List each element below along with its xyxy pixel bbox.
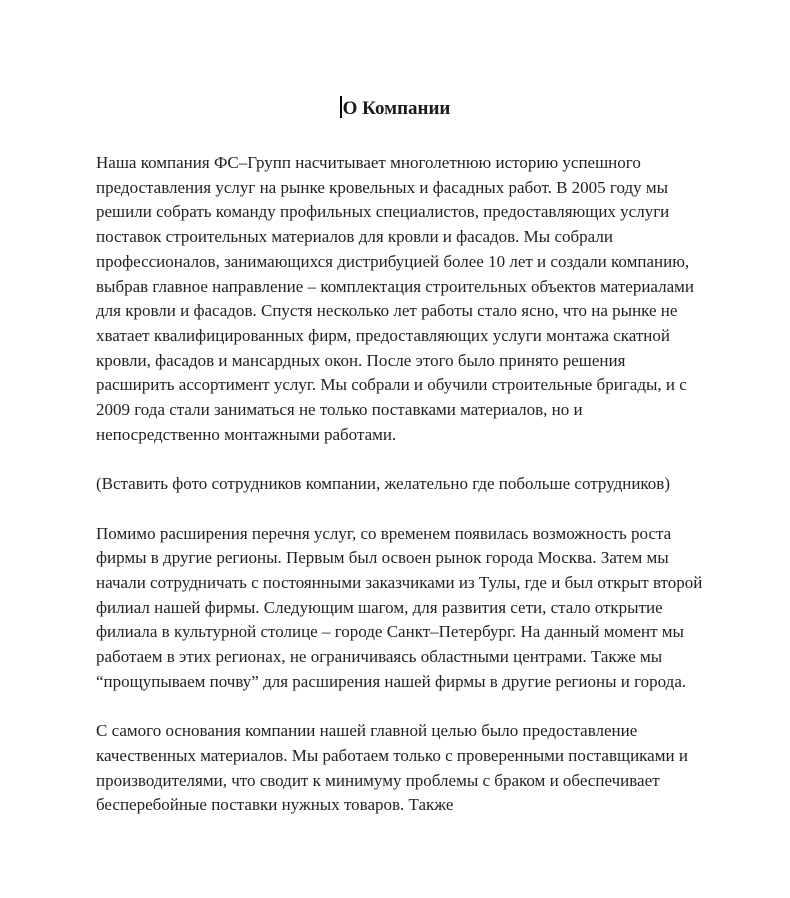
paragraph-quality[interactable]: С самого основания компании нашей главной целью было предоставление качественных материалов. Мы работаем только с проверенными поставщиками и производителями, что сводит к минимуму проблемы с браком и обеспечивает бесперебойные поставки нужных товаров. Также (96, 721, 688, 815)
paragraph-photo-placeholder[interactable]: (Вставить фото сотрудников компании, желательно где побольше сотрудников) (96, 474, 670, 494)
document-title-line (0, 96, 790, 121)
document-title[interactable]: О Компании (342, 98, 451, 119)
text-cursor (340, 96, 342, 118)
paragraph-history[interactable]: Наша компания ФС–Групп насчитывает многолетнюю историю успешного предоставления услуг на рынке кровельных и фасадных работ. В 2005 году мы решили собрать команду профильных специалистов, предоставляющих услуги поставок строительных материалов для кровли и фасадов. Мы собрали профессионалов, занимающихся дистрибуцией более 10 лет и создали компанию, выбрав главное направление – комплектация строительных объектов материалами для кровли и фасадов. Спустя несколько лет работы стало ясно, что на рынке не хватает квалифицированных фирм, предоставляющих услуги монтажа скатной кровли, фасадов и мансардных окон. После этого было принято решения расширить ассортимент услуг. Мы собрали и обучили строительные бригады, и с 2009 года стали заниматься не только поставками материалов, но и непосредственно монтажными работами. (96, 153, 694, 444)
document-body[interactable] (96, 151, 706, 843)
paragraph-expansion[interactable]: Помимо расширения перечня услуг, со временем появилась возможность роста фирмы в другие регионы. Первым был освоен рынок города Москва. Затем мы начали сотрудничать с постоянными заказчиками из Тулы, где и был открыт второй филиал нашей фирмы. Следующим шагом, для развития сети, стало открытие филиала в культурной столице – городе Санкт–Петербург. На данный момент мы работаем в этих регионах, не ограничиваясь областными центрами. Также мы “прощупываем почву” для расширения нашей фирмы в другие регионы и города. (96, 523, 703, 691)
